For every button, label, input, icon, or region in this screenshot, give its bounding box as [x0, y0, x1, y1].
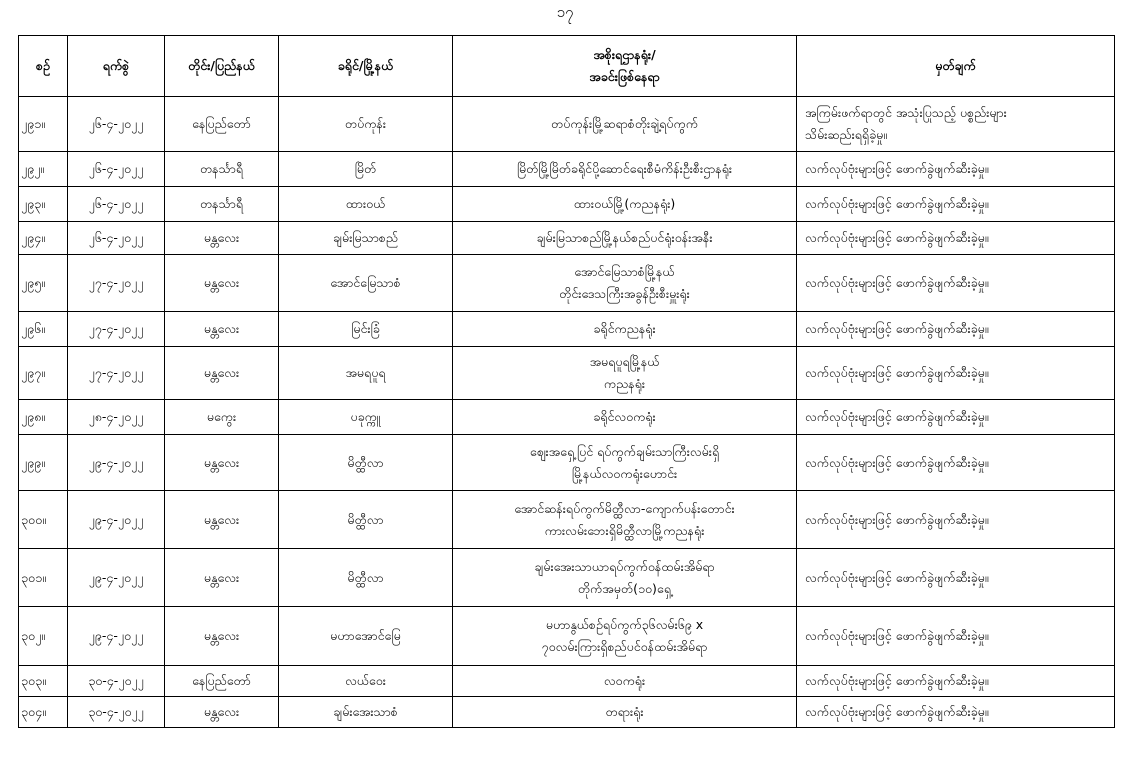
cell-date: ၂၉-၄-၂၀၂၂: [68, 435, 165, 491]
cell-office-line: တပ်ကုန်းမြို့ဆရာစံတိုးချဲ့ရပ်ကွက်: [551, 116, 698, 131]
column-header-line: စဉ်: [36, 58, 50, 73]
cell-office: [453, 549, 797, 607]
column-header-region: [165, 36, 279, 97]
cell-office-line: လဝကရုံး: [603, 673, 646, 688]
cell-region: တနင်္သာရီ: [165, 187, 279, 222]
cell-township: မိတ္ထီလာ: [279, 491, 453, 549]
cell-remark: [797, 187, 1115, 222]
cell-township: မိတ္ထီလာ: [279, 435, 453, 491]
page-number: ၁၇: [556, 3, 574, 21]
cell-remark-line: လက်လုပ်ဗုံးများဖြင့် ဖောက်ခွဲဖျက်ဆီးခဲ့မှု။: [805, 569, 989, 585]
table-row: [19, 697, 1115, 728]
cell-region: မန္တလေး: [165, 549, 279, 607]
cell-region: မန္တလေး: [165, 491, 279, 549]
table-row: [19, 222, 1115, 255]
cell-office: [453, 491, 797, 549]
cell-office-line: ဈေးအရှေ့ပြင် ရပ်ကွက်ချမ်းသာကြီးလမ်းရှိ: [529, 443, 720, 459]
cell-no: ၃၀၄။: [19, 697, 68, 728]
cell-date: ၂၆-၄-၂၀၂၂: [68, 152, 165, 187]
cell-township: မြင်းခြံ: [279, 312, 453, 347]
cell-remark-line: လက်လုပ်ဗုံးများဖြင့် ဖောက်ခွဲဖျက်ဆီးခဲ့မှု။: [805, 230, 989, 245]
column-header-remark: [797, 36, 1115, 97]
table-row: [19, 255, 1115, 312]
cell-no: ၂၉၁။: [19, 97, 68, 152]
cell-office: [453, 187, 797, 222]
cell-remark: [797, 255, 1115, 312]
cell-date: ၂၉-၄-၂၀၂၂: [68, 607, 165, 666]
table-body: [19, 97, 1115, 728]
cell-office-line: ကားလမ်းဘေးရှိမိတ္ထီလာမြို့ကညနရုံး: [544, 522, 705, 538]
cell-office-line: အောင်မြေသာစံမြို့နယ်: [574, 264, 675, 279]
cell-office-line: ခရိုင်ကညနရုံး: [593, 321, 656, 336]
cell-no: ၃၀၀။: [19, 491, 68, 549]
cell-date: ၂၇-၄-၂၀၂၂: [68, 312, 165, 347]
column-header-line: မှတ်ချက်: [935, 58, 976, 73]
cell-remark: [797, 347, 1115, 400]
cell-remark: [797, 435, 1115, 491]
cell-remark: [797, 491, 1115, 549]
cell-office: [453, 222, 797, 255]
cell-remark: [797, 697, 1115, 728]
table-row: [19, 187, 1115, 222]
cell-township: တပ်ကုန်း: [279, 97, 453, 152]
cell-date: ၂၈-၄-၂၀၂၂: [68, 400, 165, 435]
cell-region: မကွေး: [165, 400, 279, 435]
cell-date: ၂၆-၄-၂၀၂၂: [68, 97, 165, 152]
cell-office-line: ကညနရုံး: [603, 376, 646, 391]
cell-office-line: တိုက်အမှတ်(၁၀)ရှေ့: [577, 580, 672, 596]
cell-remark-line: လက်လုပ်ဗုံးများဖြင့် ဖောက်ခွဲဖျက်ဆီးခဲ့မှု။: [805, 409, 989, 424]
cell-remark-line: လက်လုပ်ဗုံးများဖြင့် ဖောက်ခွဲဖျက်ဆီးခဲ့မှု။: [805, 321, 989, 336]
column-header-line: အခင်းဖြစ်နေရာ: [589, 69, 660, 84]
cell-no: ၂၉၈။: [19, 400, 68, 435]
cell-no: ၂၉၉။: [19, 435, 68, 491]
cell-remark: [797, 607, 1115, 666]
cell-date: ၂၇-၄-၂၀၂၂: [68, 255, 165, 312]
cell-office: [453, 435, 797, 491]
column-header-line: အစိုးရဌာနရုံး/: [593, 47, 656, 62]
cell-date: ၂၆-၄-၂၀၂၂: [68, 222, 165, 255]
column-header-date: [68, 36, 165, 97]
cell-office-line: အောင်ဆန်းရပ်ကွက်မိတ္ထီလာ-ကျောက်ပန်းတောင်း: [514, 500, 735, 516]
table-row: [19, 400, 1115, 435]
cell-no: ၂၉၃။: [19, 187, 68, 222]
cell-date: ၃၀-၄-၂၀၂၂: [68, 697, 165, 728]
cell-remark: [797, 666, 1115, 697]
cell-office: [453, 607, 797, 666]
column-header-line: ခရိုင်/မြို့နယ်: [337, 58, 394, 73]
cell-no: ၂၉၂။: [19, 152, 68, 187]
cell-date: ၂၆-၄-၂၀၂၂: [68, 187, 165, 222]
cell-office-line: အမရပူရမြို့နယ်: [589, 354, 660, 369]
column-header-no: [19, 36, 68, 97]
incident-table: [18, 35, 1115, 728]
table-row: [19, 491, 1115, 549]
cell-office-line: ချမ်းအေးသာယာရပ်ကွက်ဝန်ထမ်းအိမ်ရာ: [534, 558, 715, 574]
cell-region: တနင်္သာရီ: [165, 152, 279, 187]
column-header-line: တိုင်း/ပြည်နယ်: [188, 58, 255, 73]
cell-no: ၃၀၁။: [19, 549, 68, 607]
cell-remark-line: လက်လုပ်ဗုံးများဖြင့် ဖောက်ခွဲဖျက်ဆီးခဲ့မှု။: [805, 673, 989, 688]
cell-remark: [797, 222, 1115, 255]
cell-office: [453, 97, 797, 152]
cell-office-line: ၇၀လမ်းကြားရှိစည်ပင်ဝန်ထမ်းအိမ်ရာ: [541, 639, 708, 654]
cell-no: ၂၉၅။: [19, 255, 68, 312]
cell-region: မန္တလေး: [165, 312, 279, 347]
cell-township: မဟာအောင်မြေ: [279, 607, 453, 666]
cell-township: လယ်ဝေး: [279, 666, 453, 697]
cell-remark-line: လက်လုပ်ဗုံးများဖြင့် ဖောက်ခွဲဖျက်ဆီးခဲ့မှု။: [805, 454, 989, 470]
cell-office: [453, 347, 797, 400]
cell-office-line: ခရိုင်လဝကရုံး: [593, 409, 656, 424]
cell-region: မန္တလေး: [165, 347, 279, 400]
cell-remark-line: လက်လုပ်ဗုံးများဖြင့် ဖောက်ခွဲဖျက်ဆီးခဲ့မှု။: [805, 511, 989, 527]
cell-remark: [797, 97, 1115, 152]
cell-remark-line: လက်လုပ်ဗုံးများဖြင့် ဖောက်ခွဲဖျက်ဆီးခဲ့မှု။: [805, 628, 989, 643]
cell-remark-line: သိမ်းဆည်းရရှိခဲ့မှု။: [805, 127, 888, 142]
column-header-township: [279, 36, 453, 97]
cell-township: မိတ္ထီလာ: [279, 549, 453, 607]
cell-remark-line: အကြမ်းဖက်ရာတွင် အသုံးပြုသည့် ပစ္စည်းများ: [805, 105, 1007, 120]
cell-office: [453, 255, 797, 312]
cell-township: အမရပူရ: [279, 347, 453, 400]
table-row: [19, 666, 1115, 697]
table-row: [19, 312, 1115, 347]
cell-no: ၂၉၄။: [19, 222, 68, 255]
cell-date: ၂၉-၄-၂၀၂၂: [68, 491, 165, 549]
table-header-row: [19, 36, 1115, 97]
cell-office: [453, 312, 797, 347]
cell-remark: [797, 152, 1115, 187]
cell-remark-line: လက်လုပ်ဗုံးများဖြင့် ဖောက်ခွဲဖျက်ဆီးခဲ့မှု။: [805, 196, 989, 211]
cell-remark-line: လက်လုပ်ဗုံးများဖြင့် ဖောက်ခွဲဖျက်ဆီးခဲ့မှု။: [805, 365, 989, 380]
table-row: [19, 549, 1115, 607]
cell-township: မြိတ်: [279, 152, 453, 187]
cell-remark: [797, 400, 1115, 435]
cell-office: [453, 666, 797, 697]
column-header-line: ရက်စွဲ: [102, 58, 130, 73]
cell-office-line: တရားရုံး: [605, 704, 644, 719]
cell-township: အောင်မြေသာစံ: [279, 255, 453, 312]
cell-remark-line: လက်လုပ်ဗုံးများဖြင့် ဖောက်ခွဲဖျက်ဆီးခဲ့မှု။: [805, 275, 989, 290]
cell-township: ထားဝယ်: [279, 187, 453, 222]
cell-no: ၃၀၂။: [19, 607, 68, 666]
cell-no: ၂၉၆။: [19, 312, 68, 347]
cell-office-line: တိုင်းဒေသကြီးအခွန်ဦးစီးမှူးရုံး: [559, 286, 690, 301]
cell-no: ၃၀၃။: [19, 666, 68, 697]
cell-region: မန္တလေး: [165, 255, 279, 312]
cell-township: ချမ်းမြသာစည်: [279, 222, 453, 255]
cell-office-line: ထားဝယ်မြို့(ကညနရုံး): [573, 196, 676, 211]
column-header-office: [453, 36, 797, 97]
cell-region: မန္တလေး: [165, 697, 279, 728]
cell-remark: [797, 312, 1115, 347]
cell-township: ချမ်းအေးသာစံ: [279, 697, 453, 728]
cell-region: နေပြည်တော်: [165, 666, 279, 697]
table-row: [19, 607, 1115, 666]
cell-date: ၂၇-၄-၂၀၂၂: [68, 347, 165, 400]
cell-office-line: မဟာနွယ်စဉ်ရပ်ကွက်၃၆လမ်း၆၉ x: [545, 617, 704, 632]
cell-region: နေပြည်တော်: [165, 97, 279, 152]
cell-township: ပခုက္ကူ: [279, 400, 453, 435]
cell-region: မန္တလေး: [165, 607, 279, 666]
cell-remark: [797, 549, 1115, 607]
cell-office-line: မြို့နယ်လဝကရုံးဟောင်း: [571, 465, 678, 481]
cell-remark-line: လက်လုပ်ဗုံးများဖြင့် ဖောက်ခွဲဖျက်ဆီးခဲ့မှု။: [805, 161, 989, 176]
cell-no: ၂၉၇။: [19, 347, 68, 400]
table-row: [19, 435, 1115, 491]
cell-office: [453, 400, 797, 435]
table-row: [19, 152, 1115, 187]
cell-office: [453, 697, 797, 728]
cell-remark-line: လက်လုပ်ဗုံးများဖြင့် ဖောက်ခွဲဖျက်ဆီးခဲ့မှု။: [805, 704, 989, 719]
cell-date: ၂၉-၄-၂၀၂၂: [68, 549, 165, 607]
table-row: [19, 97, 1115, 152]
cell-office-line: မြိတ်မြို့မြိတ်ခရိုင်ပို့ဆောင်ရေးစီမံကိန်းဦးစီးဌာနရုံး: [516, 161, 733, 176]
cell-region: မန္တလေး: [165, 435, 279, 491]
table-row: [19, 347, 1115, 400]
cell-date: ၃၀-၄-၂၀၂၂: [68, 666, 165, 697]
cell-office: [453, 152, 797, 187]
cell-region: မန္တလေး: [165, 222, 279, 255]
cell-office-line: ချမ်းမြသာစည်မြို့နယ်စည်ပင်ရုံးဝန်းအနီး: [536, 230, 713, 245]
